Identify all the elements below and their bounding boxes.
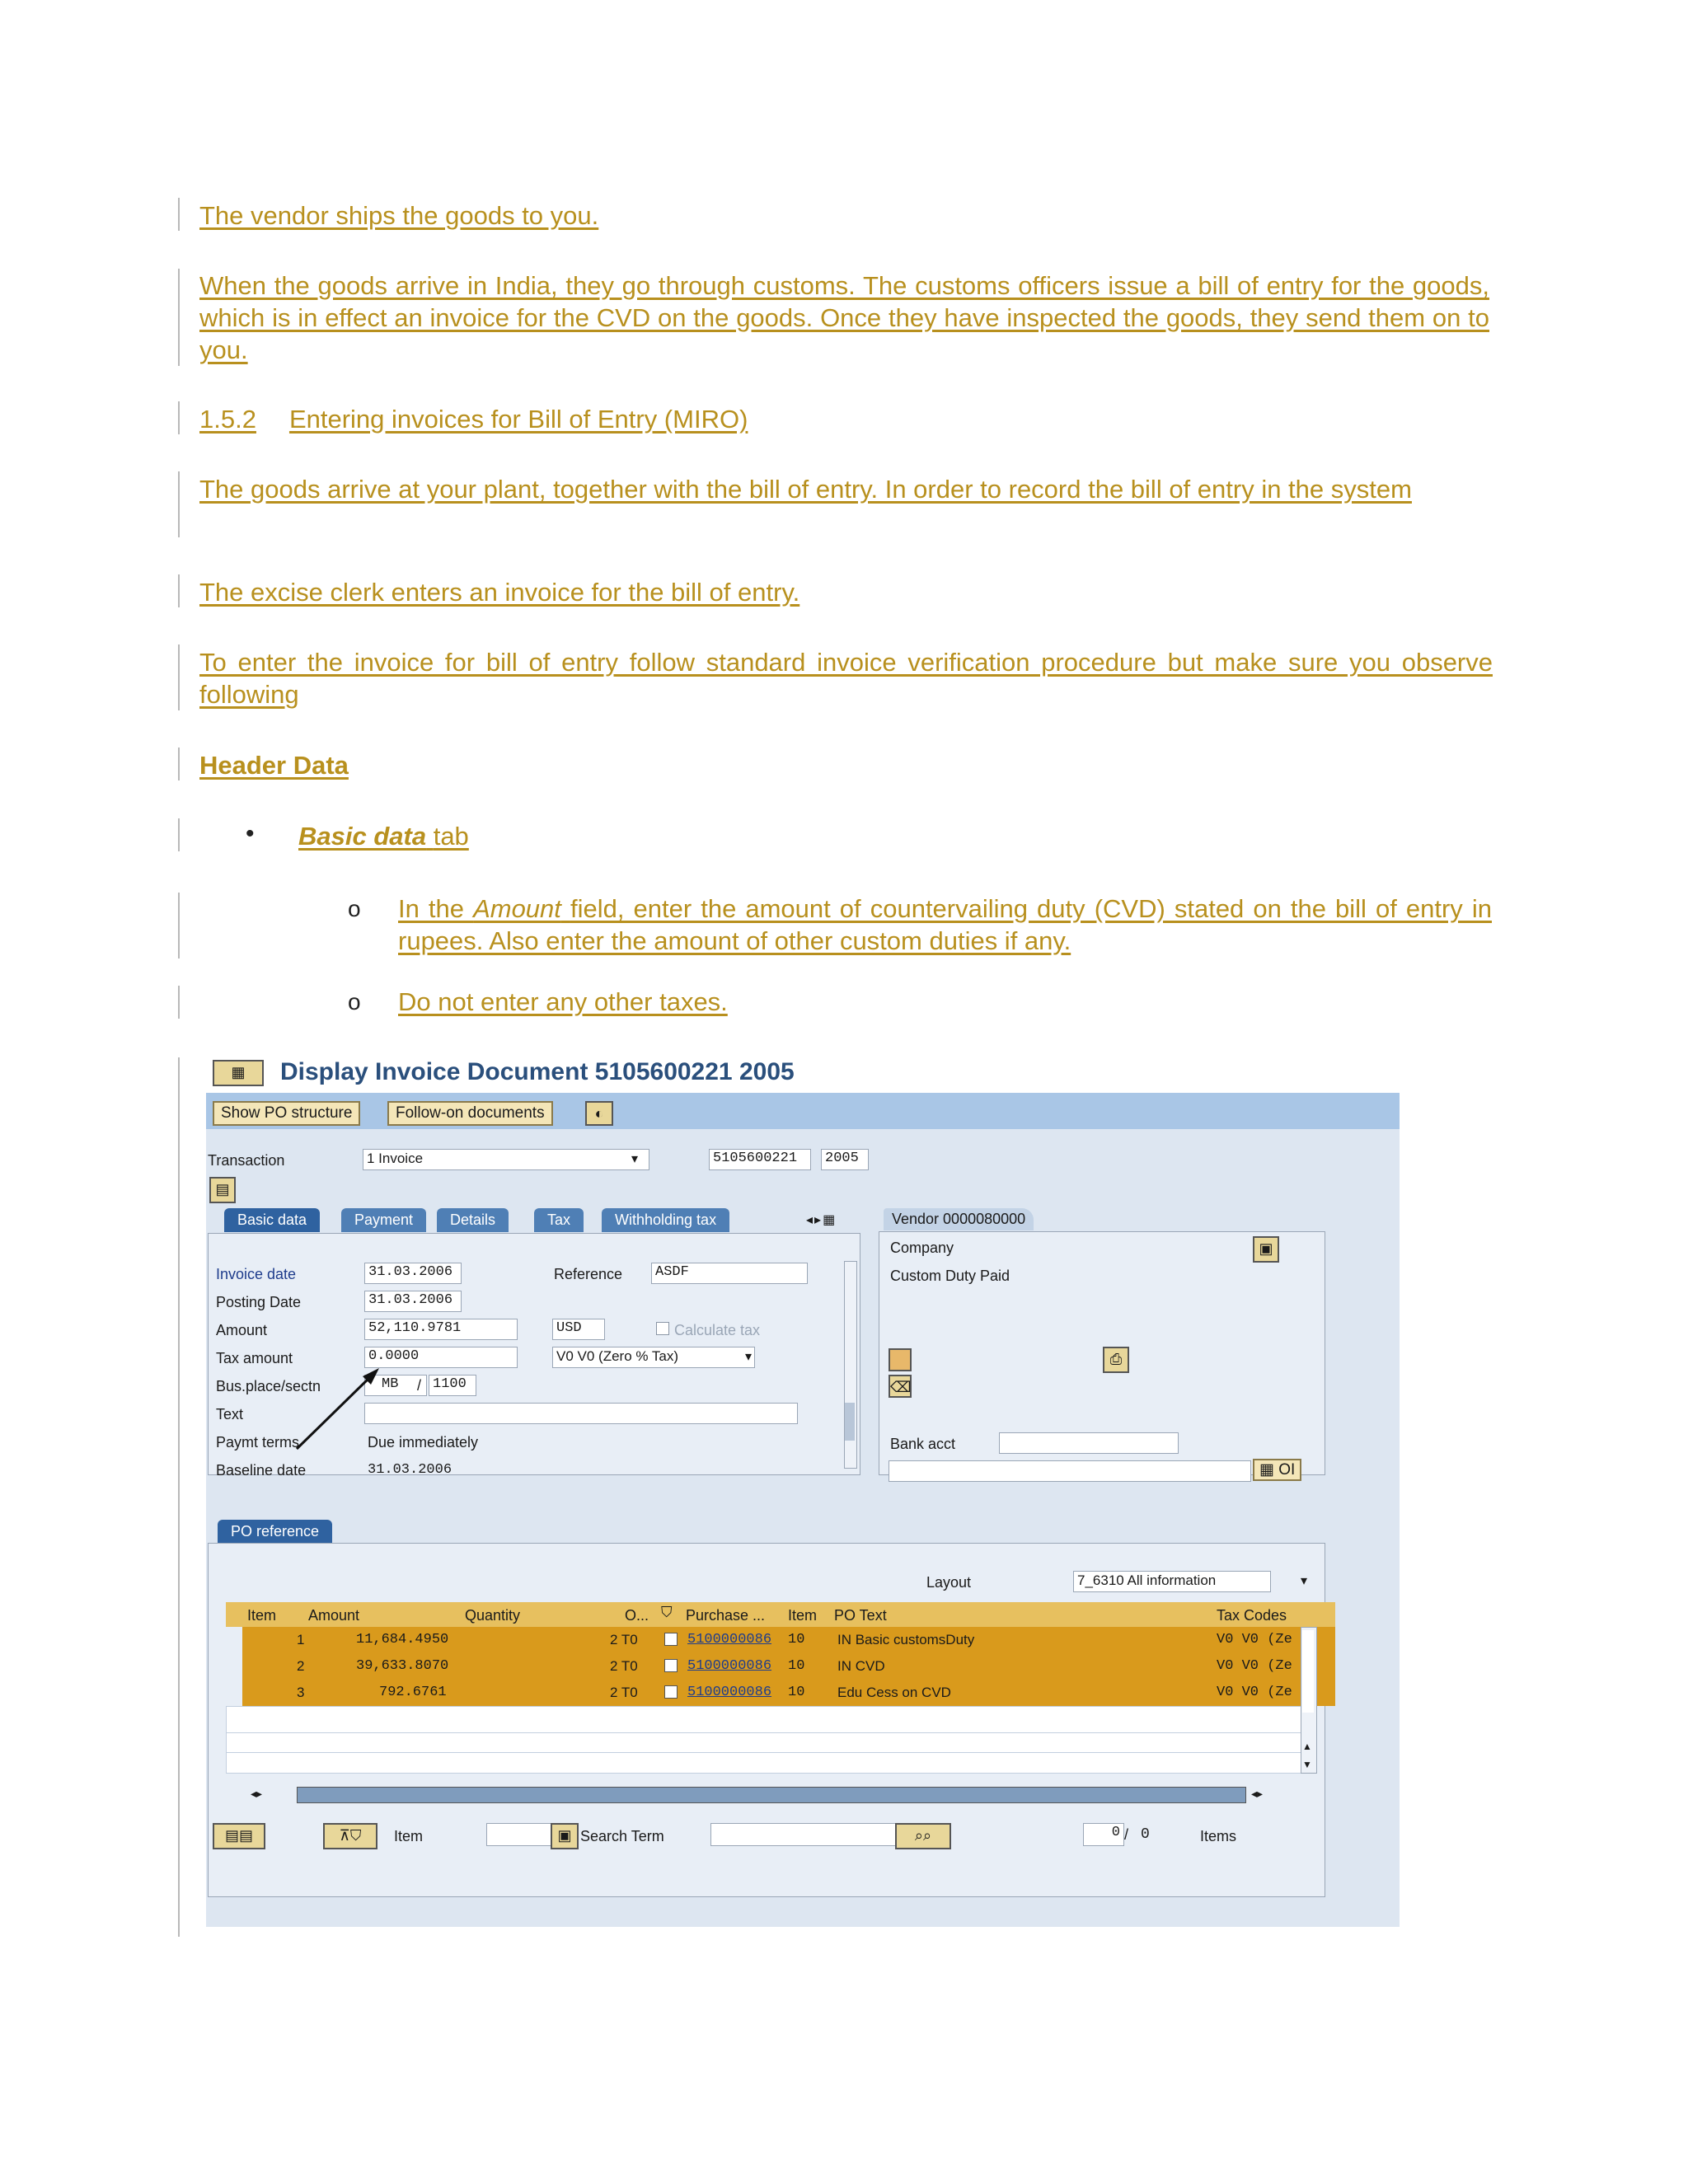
amount-emphasis: Amount	[473, 894, 561, 923]
empty-rows	[226, 1706, 1314, 1774]
items-count-separator: /	[1124, 1826, 1129, 1843]
change-bar	[178, 471, 180, 537]
delete-icon[interactable]: ⌫	[889, 1375, 912, 1398]
vendor-tab[interactable]: Vendor 0000080000	[884, 1208, 1034, 1230]
filter-icon[interactable]: ⛉	[661, 1604, 673, 1620]
header-data-heading: Header Data	[199, 751, 349, 780]
scroll-left-icon[interactable]: ◂▸	[251, 1787, 263, 1800]
posting-date-field[interactable]: 31.03.2006	[364, 1291, 462, 1312]
print-icon[interactable]: ⎙	[1103, 1347, 1129, 1373]
tab-basic-data[interactable]: Basic data	[224, 1208, 320, 1232]
tab-withholding-tax[interactable]: Withholding tax	[602, 1208, 729, 1232]
amount-field[interactable]: 52,110.9781	[364, 1319, 518, 1340]
sap-screenshot	[206, 1053, 1400, 1927]
change-bar	[178, 818, 180, 851]
table-horizontal-scrollbar[interactable]	[297, 1787, 1246, 1803]
show-po-structure-button[interactable]: Show PO structure	[213, 1101, 360, 1126]
row-amount: 11,684.4950	[356, 1632, 449, 1647]
row-purchase-order[interactable]: 5100000086	[687, 1658, 772, 1674]
select-all-icon[interactable]: ▤▤	[213, 1823, 265, 1849]
text-field[interactable]	[364, 1403, 798, 1424]
col-o[interactable]: O...	[625, 1607, 649, 1624]
row-purchase-order[interactable]: 5100000086	[687, 1632, 772, 1647]
paragraph-excise-clerk: The excise clerk enters an invoice for the bill of entry.	[199, 578, 800, 607]
scroll-right-icon[interactable]: ◂▸	[1251, 1787, 1264, 1800]
tab-details[interactable]: Details	[437, 1208, 509, 1232]
row-amount: 39,633.8070	[356, 1658, 449, 1674]
row-item: 2	[297, 1658, 305, 1674]
text-label: Text	[216, 1406, 244, 1422]
row-po-item: 10	[788, 1685, 805, 1700]
row-item: 1	[297, 1632, 305, 1647]
scroll-up-icon[interactable]: ▲	[1302, 1741, 1312, 1752]
sub-bullet-no-taxes: Do not enter any other taxes.	[398, 987, 728, 1016]
section-number: 1.5.2	[199, 405, 256, 434]
dropdown-icon[interactable]: ▾	[631, 1152, 639, 1166]
bank-account-field[interactable]	[999, 1432, 1179, 1454]
tab-po-reference[interactable]: PO reference	[218, 1520, 332, 1544]
change-bar	[178, 574, 180, 607]
tax-code-select[interactable]: V0 V0 (Zero % Tax)	[552, 1347, 755, 1368]
row-purchase-order[interactable]: 5100000086	[687, 1685, 772, 1700]
change-bar	[178, 748, 180, 780]
row-po-item: 10	[788, 1632, 805, 1647]
follow-on-documents-button[interactable]: Follow-on documents	[387, 1101, 553, 1126]
section-title: Entering invoices for Bill of Entry (MIRO)	[288, 405, 748, 434]
change-bar	[178, 1057, 180, 1937]
col-po-text[interactable]: PO Text	[834, 1607, 887, 1624]
bank-account-label: Bank acct	[890, 1436, 956, 1452]
company-label: Company	[890, 1240, 954, 1256]
change-bar	[178, 644, 180, 710]
sub1-post: field, enter the amount of countervailing duty (CVD) stated on the bill of entry in rupees. Also enter the amount of other custom duties if any.	[398, 894, 1492, 955]
posting-date-label: Posting Date	[216, 1294, 302, 1310]
col-purchase[interactable]: Purchase ...	[686, 1607, 766, 1624]
transaction-label: Transaction	[208, 1152, 285, 1169]
bus-place-field[interactable]: MB	[364, 1375, 427, 1396]
row-checkbox[interactable]	[664, 1685, 678, 1699]
dropdown-icon[interactable]: ▾	[745, 1350, 753, 1364]
tab-tax[interactable]: Tax	[534, 1208, 584, 1232]
row-po-item: 10	[788, 1658, 805, 1674]
find-icon[interactable]: ⌕⌕	[895, 1823, 951, 1849]
search-term-label: Search Term	[580, 1828, 664, 1844]
search-term-field[interactable]	[710, 1823, 900, 1846]
row-amount: 792.6761	[379, 1685, 447, 1700]
transaction-select[interactable]: 1 Invoice	[363, 1149, 649, 1170]
bullet-dot: •	[246, 820, 255, 847]
row-o: 2 T0	[610, 1632, 638, 1647]
custom-duty-paid: Custom Duty Paid	[890, 1268, 1010, 1284]
bus-place-separator: /	[417, 1377, 422, 1394]
row-tax-code: V0 V0 (Ze	[1217, 1658, 1292, 1674]
oi-label: OI	[1278, 1461, 1296, 1479]
paragraph-enter-invoice: To enter the invoice for bill of entry follow standard invoice verification procedure but make sure you observe following	[199, 648, 1493, 709]
payment-terms-label: Paymt terms	[216, 1434, 300, 1451]
items-label: Items	[1200, 1828, 1237, 1844]
search-term-icon[interactable]: ▣	[551, 1823, 579, 1849]
change-bar	[178, 269, 180, 366]
layout-select[interactable]: 7_6310 All information	[1073, 1571, 1271, 1592]
change-bar	[178, 986, 180, 1019]
calculate-tax-checkbox[interactable]	[656, 1322, 669, 1335]
reference-label: Reference	[554, 1266, 623, 1282]
sub-bullet: o	[348, 989, 361, 1015]
row-checkbox[interactable]	[664, 1659, 678, 1672]
items-count-right: 0	[1141, 1826, 1150, 1843]
col-amount[interactable]: Amount	[308, 1607, 360, 1624]
col-quantity[interactable]: Quantity	[465, 1607, 521, 1624]
table-header	[226, 1602, 1335, 1627]
layout-label: Layout	[926, 1574, 972, 1591]
paragraph-vendor-ships: The vendor ships the goods to you.	[199, 201, 599, 230]
reference-field[interactable]: ASDF	[651, 1263, 808, 1284]
row-checkbox[interactable]	[664, 1633, 678, 1646]
sort-filter-icon[interactable]: ⊼⛉	[323, 1823, 377, 1849]
tab-scroll-icon[interactable]: ◂▸▦	[806, 1213, 837, 1227]
col-po-item[interactable]: Item	[788, 1607, 818, 1624]
baseline-date-label: Baseline date	[216, 1462, 307, 1479]
sub-bullet-amount	[398, 893, 1492, 957]
paragraph-customs: When the goods arrive in India, they go through customs. The customs officers issue a bill of entry for the goods, which is in effect an invoice for the CVD on the goods. Once they have inspected the goods, they send them on to you.	[199, 271, 1489, 364]
section-heading	[199, 403, 1493, 435]
screen-title: Display Invoice Document 5105600221 2005	[280, 1058, 795, 1085]
row-tax-code: V0 V0 (Ze	[1217, 1685, 1292, 1700]
row-o: 2 T0	[610, 1658, 638, 1674]
col-item[interactable]: Item	[247, 1607, 277, 1624]
paragraph-goods-arrive: The goods arrive at your plant, together with the bill of entry. In order to record the bill of entry in the system	[199, 475, 1412, 504]
document-number: 5105600221	[709, 1149, 811, 1170]
item-search-label: Item	[394, 1828, 424, 1844]
calculate-tax-label: Calculate tax	[674, 1322, 761, 1338]
bullet-basic-data-tab	[298, 820, 958, 852]
sub1-pre: In the	[398, 894, 464, 923]
sub-bullet: o	[348, 896, 361, 921]
row-po-text: IN Basic customsDuty	[837, 1632, 975, 1647]
scroll-down-icon[interactable]: ▼	[1302, 1759, 1312, 1770]
folder-icon[interactable]: ▤	[209, 1177, 236, 1203]
tab-word: tab	[433, 822, 469, 851]
bus-place-label: Bus.place/sectn	[216, 1378, 321, 1394]
tax-amount-field[interactable]: 0.0000	[364, 1347, 518, 1368]
change-bar	[178, 198, 180, 231]
baseline-date-value: 31.03.2006	[368, 1462, 452, 1478]
change-bar	[178, 893, 180, 958]
edit-icon[interactable]	[889, 1348, 912, 1371]
row-o: 2 T0	[610, 1685, 638, 1700]
oi-button[interactable]: ▦ OI	[1253, 1459, 1301, 1481]
invoice-date-label: Invoice date	[216, 1266, 297, 1282]
tax-amount-label: Tax amount	[216, 1350, 293, 1366]
row-po-text: Edu Cess on CVD	[837, 1685, 951, 1700]
item-search-field[interactable]	[486, 1823, 556, 1846]
section-field[interactable]: 1100	[429, 1375, 476, 1396]
vendor-line-field[interactable]	[889, 1460, 1251, 1482]
display-icon[interactable]: ▦	[213, 1060, 264, 1086]
toggle-icon[interactable]: ◐	[585, 1101, 613, 1126]
col-tax-codes[interactable]: Tax Codes	[1217, 1607, 1287, 1624]
vendor-display-icon[interactable]: ▣	[1253, 1236, 1279, 1263]
basic-data-emphasis: Basic data	[298, 822, 427, 851]
items-count-left: 0	[1083, 1823, 1124, 1846]
row-tax-code: V0 V0 (Ze	[1217, 1632, 1292, 1647]
amount-label: Amount	[216, 1322, 268, 1338]
currency-field[interactable]: USD	[552, 1319, 605, 1340]
tab-payment[interactable]: Payment	[341, 1208, 426, 1232]
row-po-text: IN CVD	[837, 1658, 885, 1674]
annotation-arrow	[288, 1366, 387, 1457]
invoice-date-field[interactable]: 31.03.2006	[364, 1263, 462, 1284]
change-bar	[178, 401, 180, 434]
dropdown-icon[interactable]: ▾	[1301, 1574, 1308, 1588]
document-year: 2005	[821, 1149, 869, 1170]
row-item: 3	[297, 1685, 305, 1700]
payment-terms-value: Due immediately	[368, 1434, 479, 1451]
